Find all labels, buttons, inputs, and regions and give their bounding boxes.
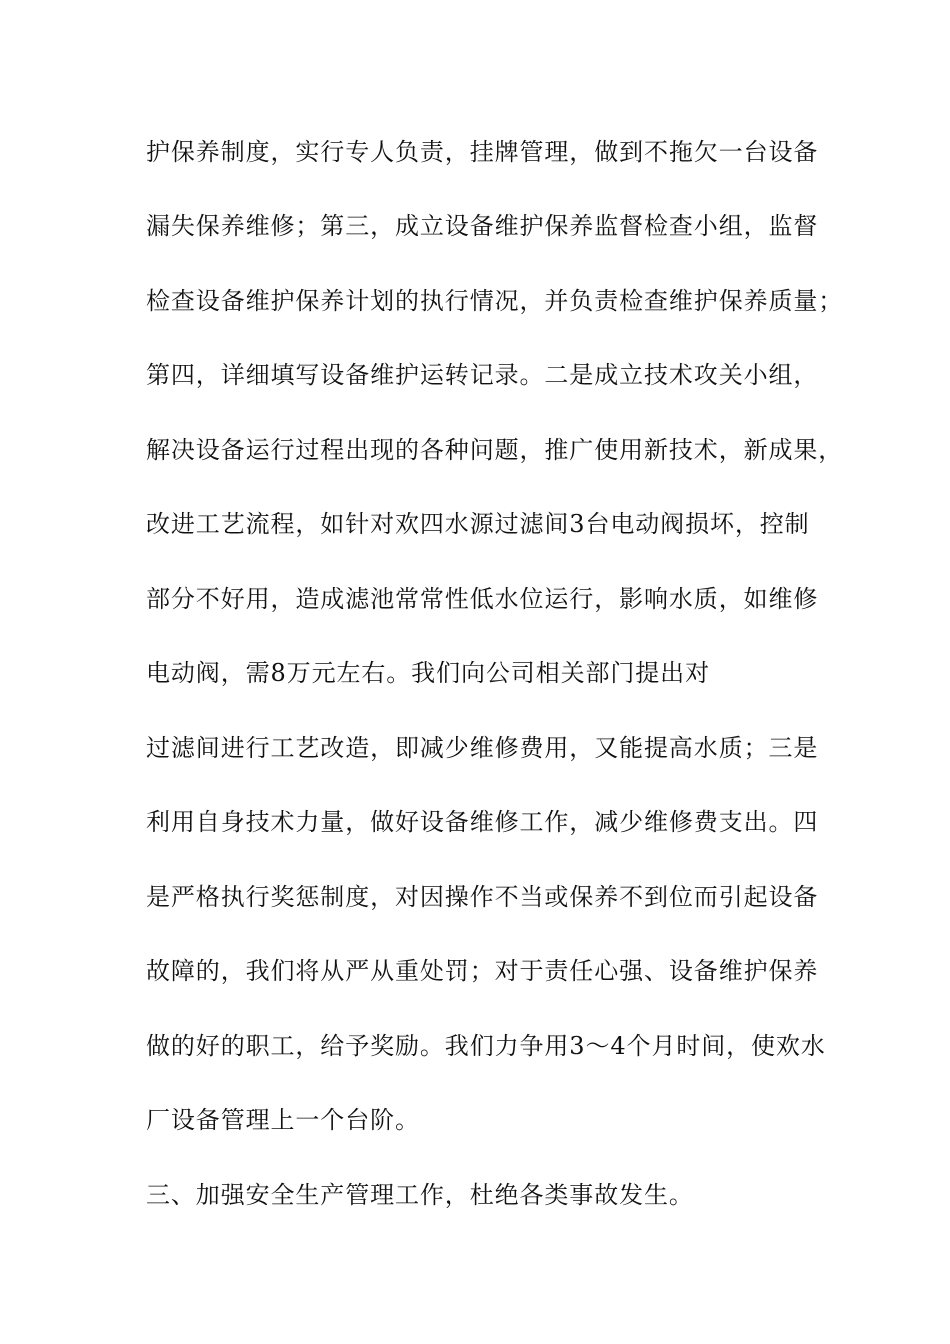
paragraph-line: 护保养制度，实行专人负责，挂牌管理，做到不拖欠一台设备 bbox=[146, 138, 819, 166]
paragraph-line: 故障的，我们将从严从重处罚；对于责任心强、设备维护保养 bbox=[146, 957, 819, 985]
paragraph-line: 检查设备维护保养计划的执行情况，并负责检查维护保养质量； bbox=[146, 287, 844, 315]
paragraph-line: 做的好的职工，给予奖励。我们力争用3～4个月时间，使欢水 bbox=[146, 1032, 826, 1060]
paragraph-line: 改进工艺流程，如针对欢四水源过滤间3台电动阀损坏，控制 bbox=[146, 510, 810, 538]
paragraph-line: 过滤间进行工艺改造，即减少维修费用，又能提高水质；三是 bbox=[146, 734, 819, 762]
paragraph-line: 是严格执行奖惩制度，对因操作不当或保养不到位而引起设备 bbox=[146, 883, 819, 911]
paragraph-line: 电动阀，需8万元左右。我们向公司相关部门提出对 bbox=[146, 659, 710, 687]
paragraph-line: 厂设备管理上一个台阶。 bbox=[146, 1106, 420, 1134]
paragraph-line: 利用自身技术力量，做好设备维修工作，减少维修费支出。四 bbox=[146, 808, 819, 836]
paragraph-line: 第四，详细填写设备维护运转记录。二是成立技术攻关小组， bbox=[146, 361, 819, 389]
paragraph-line: 解决设备运行过程出现的各种问题，推广使用新技术，新成果， bbox=[146, 436, 844, 464]
section-heading: 三、加强安全生产管理工作，杜绝各类事故发生。 bbox=[146, 1181, 694, 1209]
paragraph-line: 漏失保养维修；第三，成立设备维护保养监督检查小组，监督 bbox=[146, 212, 819, 240]
paragraph-line: 部分不好用，造成滤池常常性低水位运行，影响水质，如维修 bbox=[146, 585, 819, 613]
